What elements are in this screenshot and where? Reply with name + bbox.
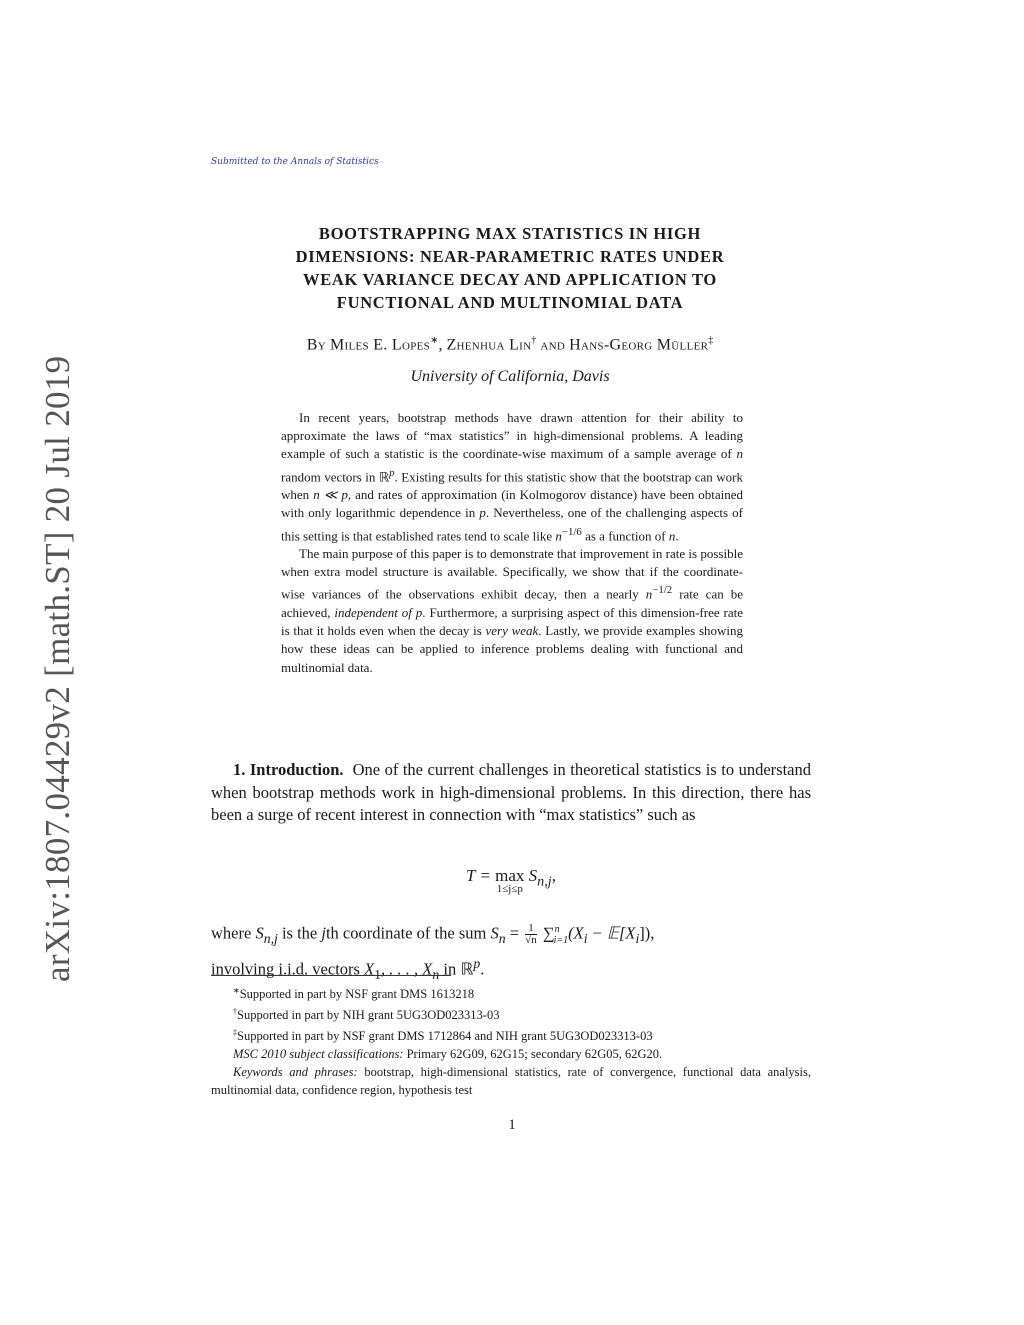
math: n ≪ p [313,487,348,503]
footnote-text: Supported in part by NIH grant 5UG3OD023313-03 [237,1008,500,1023]
math: , [551,866,556,885]
math: X [364,959,375,978]
abstract-paragraph [281,545,743,677]
math: S [255,923,264,943]
fraction [525,923,537,946]
math: −1/6 [561,525,582,538]
text-run: . Existing results for this statistic show that the bootstrap can work when [281,468,743,503]
text-run: One of the current challenges in theoretical statistics is to understand when bootstrap methods work in high-dimensional problems. In this direction, there has been a surge of recent interest in connection with “max statistics” such as [211,760,811,825]
math-subscript: i [635,930,640,946]
arxiv-identifier-stamp: arXiv:1807.04429v2 [math.ST] 20 Jul 2019 [38,355,77,982]
math-subscript: n,j [537,873,552,890]
math-subscript: n [498,930,506,946]
and-word: and [540,336,566,354]
math: −1/2 [652,584,673,597]
math-subscript: 1 [374,966,382,982]
text-run: as a function of [581,527,669,543]
math: in ℝ [439,959,474,978]
math: − 𝔼[X [587,923,636,943]
math: n [555,527,562,543]
text-run: . Furthermore, a surprising aspect of this dimension-free rate is that it holds even when the decay is [281,605,743,639]
math-superscript: n [554,924,560,935]
text-run: , and rates of approximation (in Kolmogorov distance) have been obtained with only logarithmic dependence in [281,487,743,521]
footnote [211,982,811,1003]
math: ∑ [538,923,555,943]
max-operator [495,866,524,895]
footnote-divider [211,975,451,976]
text-run: is the [277,923,322,943]
title-line: WEAK VARIANCE DECAY AND APPLICATION TO [303,270,717,289]
text-run: . [675,527,679,543]
by-word: By [306,336,326,354]
math: (X [568,923,584,943]
fraction-numerator: 1 [525,923,537,935]
footnote-mark: † [531,335,537,346]
footnote-mark: ‡ [233,1028,237,1038]
math-subscript: n [432,966,440,982]
math: = [505,923,524,943]
text-run: th coordinate of the sum [325,923,491,943]
math: S [490,923,499,943]
text-run: . Lastly, we provide examples showing how these ideas can be applied to inference problems dealing with functional and multinomial data. [281,623,744,675]
math: , . . . , X [381,959,433,978]
math-subscript: n,j [263,930,278,946]
title-line: BOOTSTRAPPING MAX STATISTICS IN HIGH [318,224,702,243]
abstract-paragraph [281,409,743,545]
math: ]), [639,923,655,943]
emphasis: very weak [485,623,539,639]
footnote-mark: ∗ [430,335,439,346]
footnote [211,1003,811,1024]
footnote-text: Supported in part by NSF grant DMS 1613218 [239,987,475,1002]
keywords-list: bootstrap, high-dimensional statistics, rate of convergence, functional data analysis, multinomial data, confidence region, hypothesis test [211,1065,812,1098]
journal-submission-note: Submitted to the Annals of Statistics [211,157,379,167]
intro-paragraph [211,759,811,827]
keywords [211,1063,811,1099]
math: n [645,586,653,602]
text-run: involving i.i.d. vectors [211,959,365,978]
title-line: DIMENSIONS: NEAR-PARAMETRIC RATES UNDER [295,247,725,266]
section-heading: 1. Introduction. [233,760,344,779]
math-superscript: p [473,955,481,971]
msc-codes: Primary 62G09, 62G15; secondary 62G05, 62G20. [403,1047,663,1062]
text-run: . Nevertheless, one of the challenging aspects of this setting is that established rates tend to scale like [281,505,743,543]
title-line: FUNCTIONAL AND MULTINOMIAL DATA [336,293,684,312]
introduction-section [211,759,811,827]
footnote-mark: ∗ [233,986,240,995]
math: max [495,866,525,885]
paper-title [220,222,800,314]
text-run: random vectors in [281,468,379,484]
footnote-mark: ‡ [708,335,714,346]
math: T = [466,866,496,885]
fraction-denominator: √n [525,934,537,947]
footnote-mark: † [233,1007,237,1017]
page-number: 1 [508,1117,516,1133]
affiliation: University of California, Davis [410,368,610,385]
text-run: The main purpose of this paper is to demonstrate that improvement in rate is possible when extra model structure is available. Specifically, we show that if the coordinate-wise variances of the observations exhibit decay, then a nearly [281,546,743,602]
author-line [180,335,840,354]
display-equation [211,866,811,895]
emphasis: independent of p [334,605,423,621]
author-separator: , [438,336,443,354]
text-run: rate can be achieved, [281,586,743,621]
footnote [211,1024,811,1045]
math: p [389,466,395,479]
math: ℝ [378,468,390,484]
math: n [668,527,676,543]
abstract [281,409,743,677]
math-subscript: i=1 [553,934,569,946]
text-run: In recent years, bootstrap methods have drawn attention for their ability to approximate the laws of “max statistics” in high-dimensional problems. A leading example of such a statistic is the coordinate-wise maximum of a sample average of [281,410,743,462]
math-subscript: 1≤j≤p [496,883,523,895]
math: p [479,505,486,521]
math: S [528,866,538,885]
text-run: where [211,923,256,943]
author-name: Hans-Georg Müller [569,336,709,354]
footnotes [211,982,811,1099]
keywords-label: Keywords and phrases: [233,1065,358,1080]
footnote-text: Supported in part by NSF grant DMS 1712864 and NIH grant 5UG3OD023313-03 [237,1029,653,1044]
math: j [321,923,326,943]
math-subscript: i [583,930,588,946]
math: n [736,446,743,462]
author-name: Miles E. Lopes [329,336,431,354]
text-run: . [480,959,485,978]
author-name: Zhenhua Lin [446,336,532,354]
msc-classification [211,1045,811,1063]
msc-label: MSC 2010 subject classifications: [233,1047,404,1062]
